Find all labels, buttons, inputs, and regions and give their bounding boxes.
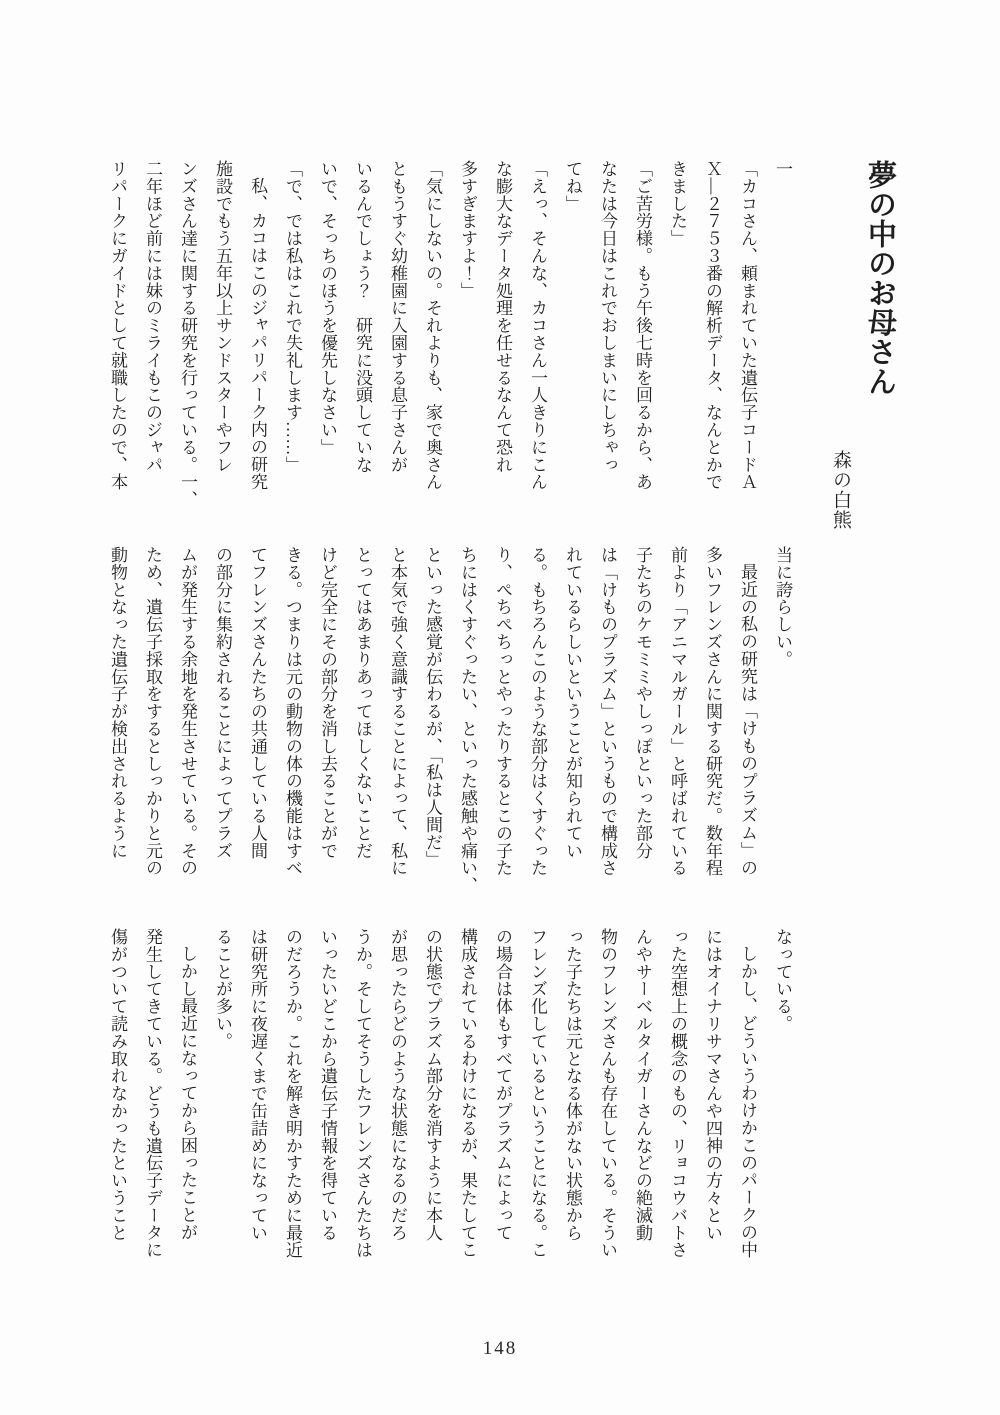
text-band-1 — [100, 160, 900, 530]
text-column: 「カコさん、頼まれていた遺伝子コードＡ — [738, 160, 757, 491]
text-column: にはオイナリサマさんや四神の方々とい — [703, 928, 722, 1242]
text-column: ンズさん達に関する研究を行っている。一、 — [178, 160, 197, 508]
text-column: フレンズ化しているということになる。こ — [528, 928, 547, 1259]
text-column: いるんでしょう？ 研究に没頭していな — [353, 160, 372, 474]
text-column: 「で、では私はこれで失礼します……」 — [283, 160, 302, 474]
text-column: いったいどこから遺伝子情報を得ている — [318, 928, 337, 1242]
text-column: いで、そっちのほうを優先しなさい」 — [318, 160, 337, 456]
text-column: の場合は体もすべてがプラズムによって — [493, 928, 512, 1242]
text-column: 動物となった遺伝子が検出されるように — [108, 546, 127, 860]
text-column: 子たちのケモミミやしっぽといった部分 — [633, 546, 652, 860]
text-column: 発生してきている。どうも遺伝子データに — [143, 928, 162, 1259]
text-column: 「気にしないの。それよりも、家で奥さん — [423, 160, 442, 491]
text-column: きました」 — [668, 160, 687, 247]
text-column: 最近の私の研究は「けものプラズム」の — [738, 563, 757, 877]
text-column: り、ぺちぺちっとやったりするとこの子た — [493, 546, 512, 877]
text-column: なたは今日はこれでおしまいにしちゃっ — [598, 160, 617, 474]
story-title: 夢の中のお母さん — [864, 160, 896, 396]
text-column: が思ったらどのような状態になるのだろ — [388, 928, 407, 1242]
text-column: うか。そしてそうしたフレンズさんたちは — [353, 928, 372, 1259]
text-column: といった感覚が伝わるが、「私は人間だ」 — [423, 546, 442, 869]
text-band-2 — [100, 546, 800, 900]
text-column: ムが発生する余地を発生させている。その — [178, 546, 197, 877]
text-column: リパークにガイドとして就職したので、本 — [108, 160, 127, 491]
text-column: 多すぎますよ！」 — [458, 160, 477, 300]
text-column: 施設でもう五年以上サンドスターやフレ — [213, 160, 232, 474]
text-column: しかし、どういうわけかこのパークの中 — [738, 945, 757, 1259]
text-column: 物のフレンズさんも存在している。そうい — [598, 928, 617, 1259]
text-column: 二年ほど前には妹のミライもこのジャパ — [143, 160, 162, 474]
author-name: 森の白熊 — [830, 450, 851, 530]
text-column: った空想上の概念のもの、リョコウバトさ — [668, 928, 687, 1259]
text-column: 「ご苦労様。もう午後七時を回るから、あ — [633, 160, 652, 491]
text-column: とってはあまりあってほしくないことだ — [353, 546, 372, 860]
text-column: 私、カコはこのジャパリパーク内の研究 — [248, 177, 267, 491]
text-column: なっている。 — [773, 928, 792, 1033]
text-column: 「えっ、そんな、カコさん一人きりにこん — [528, 160, 547, 491]
text-column: 傷がついて読み取れなかったということ — [108, 928, 127, 1242]
text-column: ともうすぐ幼稚園に入園する息子さんが — [388, 160, 407, 474]
text-column: と本気で強く意識することによって、私に — [388, 546, 407, 877]
page-number: 148 — [482, 1338, 518, 1359]
text-column: ため、遺伝子採取をするとしっかりと元の — [143, 546, 162, 877]
text-column: てフレンズさんたちの共通している人間 — [248, 546, 267, 860]
text-column: 当に誇らしい。 — [773, 546, 792, 668]
text-column: 構成されているわけになるが、果たしてこ — [458, 928, 477, 1259]
text-column: 多いフレンズさんに関する研究だ。数年程 — [703, 546, 722, 877]
text-column: の状態でプラズム部分を消すように本人 — [423, 928, 442, 1242]
text-band-3 — [100, 928, 800, 1282]
text-column: は「けものプラズム」というもので構成さ — [598, 546, 617, 877]
text-column: ることが多い。 — [213, 928, 232, 1050]
text-column: んやサーベルタイガーさんなどの絶滅動 — [633, 928, 652, 1242]
text-column: る。もちろんこのような部分はくすぐった — [528, 546, 547, 877]
text-column: Ｘ—２７５３番の解析データ、なんとかで — [703, 160, 722, 491]
text-column: ちにはくすぐったい、といった感触や痛い、 — [458, 546, 477, 894]
text-column: った子たちは元となる体がない状態から — [563, 928, 582, 1242]
text-column: 前より「アニマルガール」と呼ばれている — [668, 546, 687, 877]
text-column: れているらしいということが知られてい — [563, 546, 582, 860]
text-column: は研究所に夜遅くまで缶詰めになってい — [248, 928, 267, 1242]
text-column: しかし最近になってから困ったことが — [178, 945, 197, 1242]
text-column: けど完全にその部分を消し去ることがで — [318, 546, 337, 860]
text-column: のだろうか。これを解き明かすために最近 — [283, 928, 302, 1259]
text-column: きる。つまりは元の動物の体の機能はすべ — [283, 546, 302, 877]
section-number: 一 — [773, 160, 792, 178]
text-column: な膨大なデータ処理を任せるなんて恐れ — [493, 160, 512, 474]
text-column: てね」 — [563, 160, 582, 213]
text-column: の部分に集約されることによってプラズ — [213, 546, 232, 860]
